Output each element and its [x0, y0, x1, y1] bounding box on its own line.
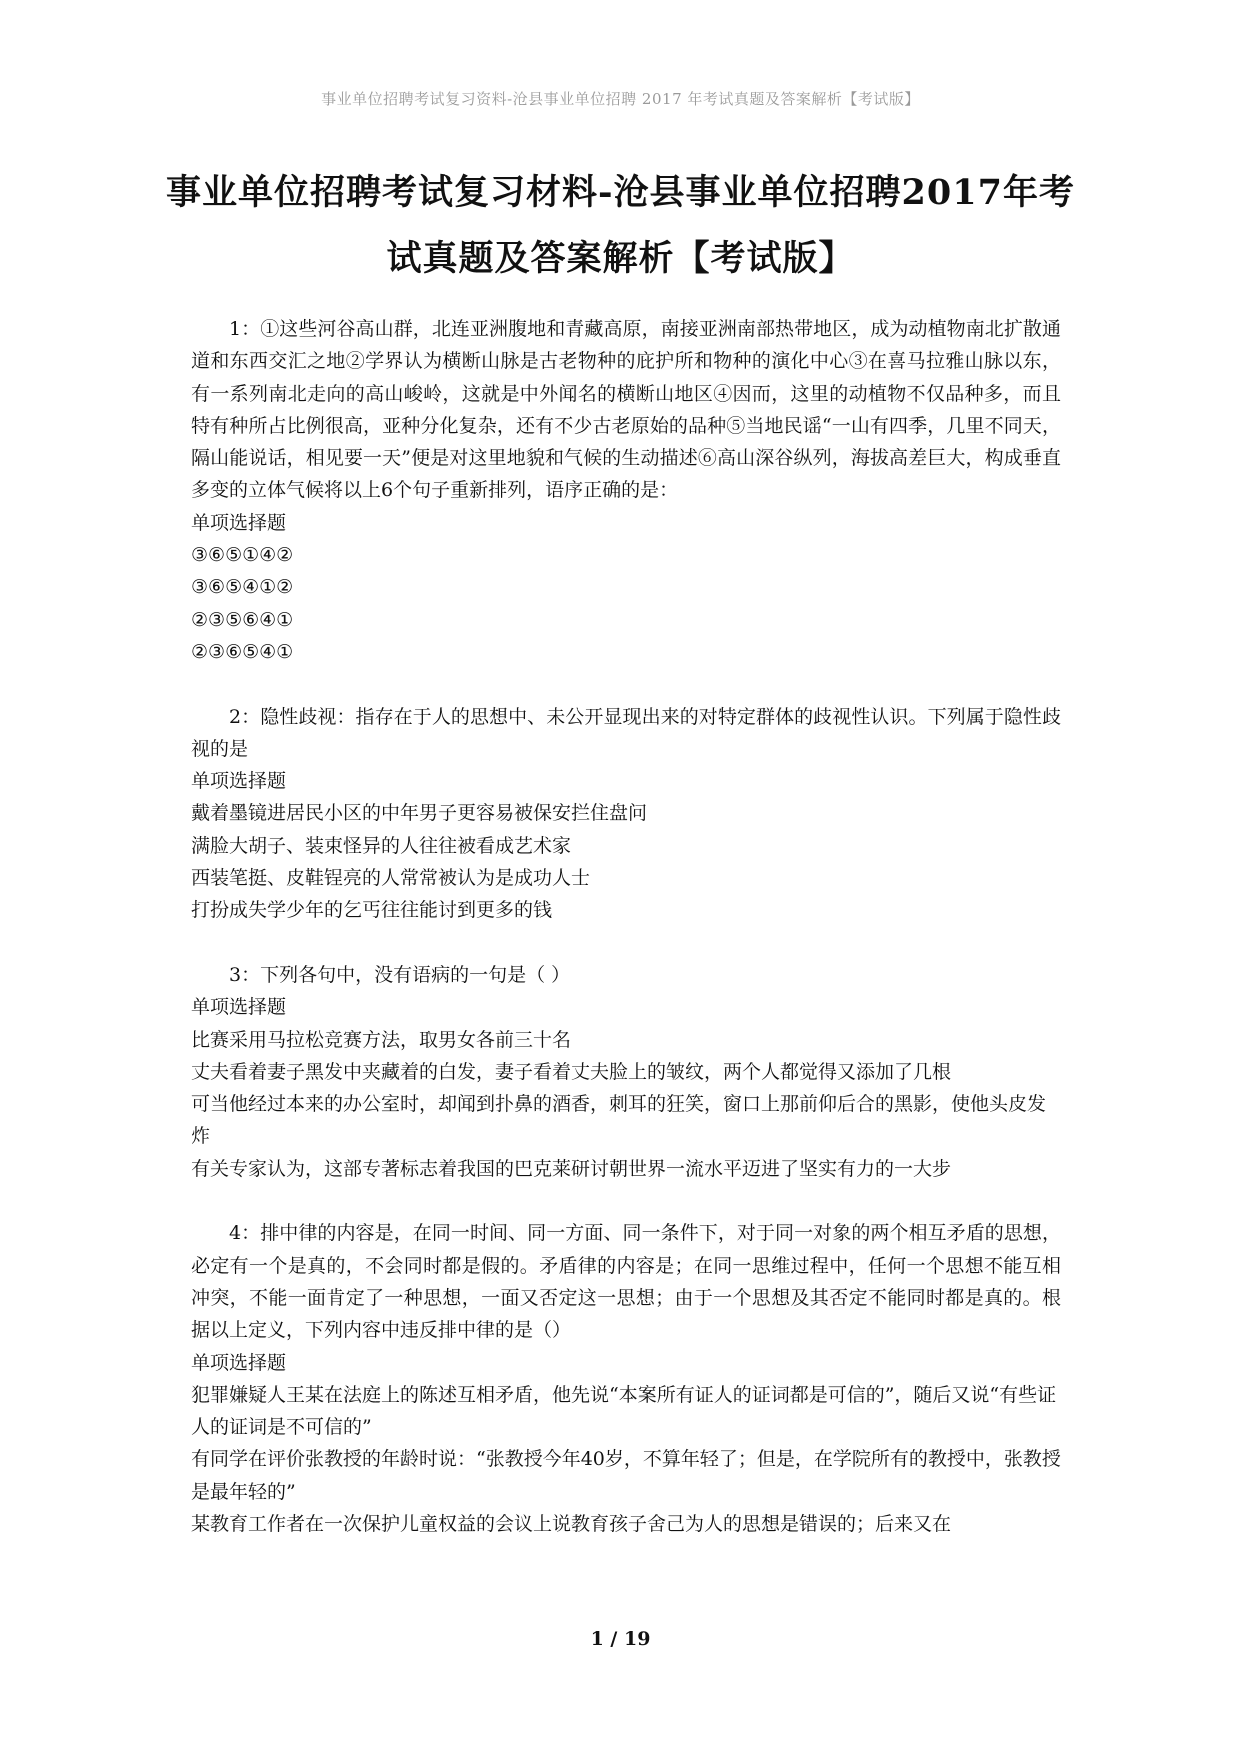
question-type: 单项选择题 [191, 996, 287, 1019]
question-option: 戴着墨镜进居民小区的中年男子更容易被保安拦住盘问 [191, 802, 648, 825]
question-option: 西装笔挺、皮鞋锃亮的人常常被认为是成功人士 [191, 867, 591, 890]
question-option: 比赛采用马拉松竞赛方法，取男女各前三十名 [191, 1028, 572, 1051]
question-option: ③⑥⑤①④② [191, 544, 294, 567]
question-4 [191, 1217, 1061, 1540]
question-type: 单项选择题 [191, 511, 287, 534]
question-1 [191, 313, 1061, 668]
question-option: ②③⑥⑤④① [191, 640, 294, 663]
question-option: 可当他经过本来的办公室时，却闻到扑鼻的酒香，刺耳的狂笑，窗口上那前仰后合的黑影，使他头皮发炸 [191, 1093, 1047, 1148]
page-number: 1 / 19 [590, 1628, 651, 1650]
document-title-line1: 事业单位招聘考试复习材料-沧县事业单位招聘2017年考 [166, 172, 1075, 213]
question-option: 有同学在评价张教授的年龄时说：“张教授今年40岁，不算年轻了；但是，在学院所有的教授中，张教授是最年轻的” [191, 1448, 1061, 1503]
question-stem: 4：排中律的内容是，在同一时间、同一方面、同一条件下，对于同一对象的两个相互矛盾的思想，必定有一个是真的，不会同时都是假的。矛盾律的内容是；在同一思维过程中，任何一个思想不能互相冲突，不能一面肯定了一种思想，一面又否定这一思想；由于一个思想及其否定不能同时都是真的。根据以上定义，下列内容中违反排中律的是（） [191, 1222, 1061, 1342]
question-stem: 3：下列各句中，没有语病的一句是（ ） [229, 963, 571, 986]
question-option: 犯罪嫌疑人王某在法庭上的陈述互相矛盾，他先说“本案所有证人的证词都是可信的”，随后又说“有些证人的证词是不可信的” [191, 1383, 1057, 1439]
question-list [191, 313, 1061, 1573]
question-option: 有关专家认为，这部专著标志着我国的巴克莱研讨朝世界一流水平迈进了坚实有力的一大步 [191, 1157, 952, 1180]
question-type: 单项选择题 [191, 770, 287, 793]
question-3 [191, 959, 1061, 1185]
question-type: 单项选择题 [191, 1351, 287, 1374]
question-option: 打扮成失学少年的乞丐往往能讨到更多的钱 [191, 899, 553, 922]
document-title [150, 160, 1091, 292]
question-stem: 1：①这些河谷高山群，北连亚洲腹地和青藏高原，南接亚洲南部热带地区，成为动植物南北扩散通道和东西交汇之地②学界认为横断山脉是古老物种的庇护所和物种的演化中心③在喜马拉雅山脉以东，有一系列南北走向的高山峻岭，这就是中外闻名的横断山地区④因而，这里的动植物不仅品种多，而且特有种所占比例很高，亚种分化复杂，还有不少古老原始的品种⑤当地民谣“一山有四季，几里不同天，隔山能说话，相见要一天”便是对这里地貌和气候的生动描述⑥高山深谷纵列，海拔高差巨大，构成垂直多变的立体气候将以上6个句子重新排列，语序正确的是： [191, 318, 1061, 502]
question-option: 满脸大胡子、装束怪异的人往往被看成艺术家 [191, 834, 572, 857]
question-option: ③⑥⑤④①② [191, 576, 294, 599]
question-option: 某教育工作者在一次保护儿童权益的会议上说教育孩子舍己为人的思想是错误的；后来又在 [191, 1512, 952, 1535]
running-header: 事业单位招聘考试复习资料-沧县事业单位招聘 2017 年考试真题及答案解析【考试版】 [321, 90, 920, 108]
question-option: 丈夫看着妻子黑发中夹藏着的白发，妻子看着丈夫脸上的皱纹，两个人都觉得又添加了几根 [191, 1060, 952, 1083]
question-option: ②③⑤⑥④① [191, 608, 294, 631]
question-stem: 2：隐性歧视：指存在于人的思想中、未公开显现出来的对特定群体的歧视性认识。下列属于隐性歧视的是 [191, 705, 1061, 760]
document-title-line2: 试真题及答案解析【考试版】 [386, 238, 855, 279]
question-2 [191, 701, 1061, 927]
